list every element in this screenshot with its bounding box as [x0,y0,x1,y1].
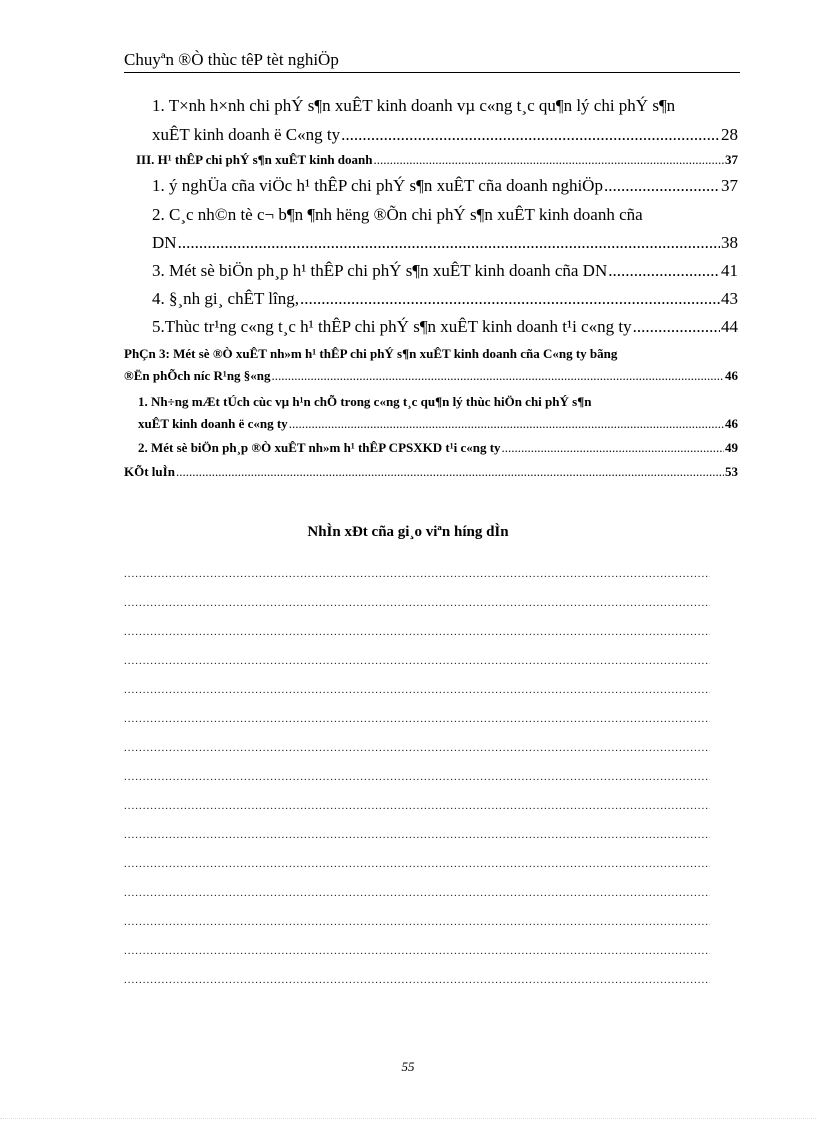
toc-entry[interactable]: DN ..... 38 [152,233,738,253]
comment-line[interactable] [124,887,710,901]
leader-dots [604,176,720,196]
leader-dots [272,368,724,384]
comment-line[interactable] [124,626,710,640]
header-title: Chuyªn ®Ò thùc têP tèt nghiÖp [124,50,339,69]
toc-entry[interactable]: 2. C¸c nh©n tè c¬ b¶n ¶nh hëng ®Õn chi phÝ s¶n xuÊT kinh doanh cña [152,205,643,224]
page-header [124,50,740,73]
page-bottom-rule [0,1118,816,1119]
toc-entry[interactable]: 1. T×nh h×nh chi phÝ s¶n xuÊT kinh doanh vµ c«ng t¸c qu¶n lý chi phÝ s¶n [152,96,676,115]
comment-line[interactable] [124,829,710,843]
toc-entry[interactable]: III. H¹ thÊP chi phÝ s¶n xuÊT kinh doanh ..... 37 [136,152,738,168]
comment-line[interactable] [124,858,710,872]
leader-dots [176,464,724,480]
comment-line[interactable] [124,916,710,930]
leader-dots [341,125,720,145]
comment-line[interactable] [124,800,710,814]
leader-dots [300,289,720,309]
comment-line[interactable] [124,742,710,756]
toc-entry[interactable]: ®Ën phÕch níc R¹ng §«ng ..... 46 [124,368,738,384]
toc-entry[interactable]: xuÊT kinh doanh ë c«ng ty ..... 46 [138,416,738,432]
leader-dots [633,317,720,337]
comment-line[interactable] [124,713,710,727]
comment-line[interactable] [124,945,710,959]
toc-entry[interactable]: 3. Mét sè biÖn ph¸p h¹ thÊP chi phÝ s¶n xuÊT kinh doanh cña DN ..... 41 [152,261,738,281]
comment-line[interactable] [124,597,710,611]
leader-dots [608,261,720,281]
comment-line[interactable] [124,771,710,785]
comment-line[interactable] [124,684,710,698]
page-number: 55 [401,1059,415,1074]
toc-entry[interactable]: 1. Nh÷ng mÆt tÚch cùc vµ h¹n chÕ trong c«ng t¸c qu¶n lý thùc hiÖn chi phÝ s¶n [138,394,592,409]
comment-line[interactable] [124,568,710,582]
toc-entry[interactable]: xuÊT kinh doanh ë C«ng ty ..... 28 [152,125,738,145]
toc-entry[interactable]: 2. Mét sè biÖn ph¸p ®Ò xuÊT nh»m h¹ thÊP CPSXKD t¹i c«ng ty ..... 49 [138,440,738,456]
comment-line[interactable] [124,655,710,669]
leader-dots [502,440,724,456]
toc-entry[interactable]: 4. §¸nh gi¸ chÊT lîng, ..... 43 [152,289,738,309]
leader-dots [374,152,725,168]
toc-entry[interactable]: 5.Thùc tr¹ng c«ng t¸c h¹ thÊP chi phÝ s¶n xuÊT kinh doanh t¹i c«ng ty ..... 44 [152,317,738,337]
comments-title: NhÌn xÐt cña gi¸o viªn híng dÌn [307,524,509,540]
leader-dots [289,416,724,432]
toc-entry[interactable]: 1. ý nghÜa cña viÖc h¹ thÊP chi phÝ s¶n xuÊT cña doanh nghiÖp ..... 37 [152,176,738,196]
toc-entry[interactable]: PhÇn 3: Mét sè ®Ò xuÊT nh»m h¹ thÊP chi phÝ s¶n xuÊT kinh doanh cña C«ng ty bãng [124,346,618,361]
comment-line[interactable] [124,974,710,988]
leader-dots [178,233,720,253]
toc-entry[interactable]: KÕt luÌn ..... 53 [124,464,738,480]
